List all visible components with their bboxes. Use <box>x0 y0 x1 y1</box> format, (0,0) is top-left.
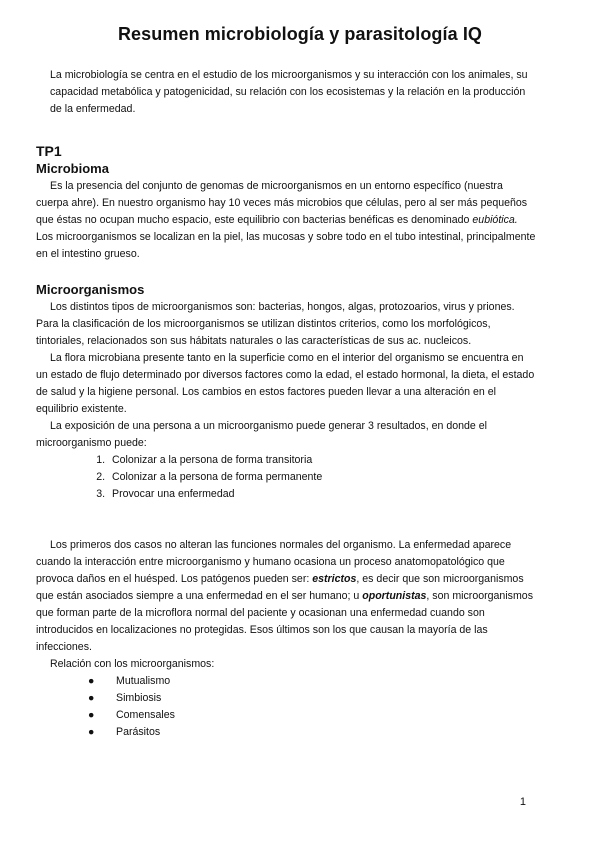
microorganismos-paragraph-1: Los distintos tipos de microorganismos son: bacterias, hongos, algas, protozoarios, virus y priones. Para la clasificación de los microorganismos se utilizan distintos criterios, como los morfológicos, tintoriales, relacionados son sus hábitats naturales o las características de sus ac. nucleicos. <box>36 301 515 347</box>
relation-item <box>88 707 536 724</box>
bullet-icon: ● <box>88 709 95 721</box>
relation-label: Parásitos <box>116 726 161 738</box>
relations-list <box>36 673 536 741</box>
pathogens-term-estrictos: estrictos <box>312 573 357 585</box>
relation-item <box>88 690 536 707</box>
intro-paragraph: La microbiología se centra en el estudio de los microorganismos y su interacción con los animales, su capacidad metabólica y patogenicidad, su relación con los ecosistemas y la relación en la producción de la enfermedad. <box>50 69 528 115</box>
subheading-microorganismos: Microorganismos <box>36 282 145 297</box>
microorganismos-paragraph-2: La flora microbiana presente tanto en la superficie como en el interior del organismo se encuentra en un estado de flujo determinado por diversos factores como la edad, el estado hormonal, la dieta, el estado de salud y la higiene personal. Los cambios en estos factores pueden llevar a una alteración en el equilibrio existente. <box>36 352 535 415</box>
outcome-item: 3. Provocar una enfermedad <box>108 486 536 503</box>
pathogens-text-b: , es decir que son microorganismos que están asociados siempre a una enfermedad en el ser humano; u <box>36 573 524 602</box>
pathogens-paragraph <box>36 537 536 656</box>
pathogens-term-oportunistas: oportunistas <box>362 590 427 602</box>
bullet-icon: ● <box>88 726 95 738</box>
pathogens-text-c: , son microorganismos que forman parte de la microflora normal del paciente y ocasionan una enfermedad cuando son introducidos en localizaciones no protegidas. Esos últimos son los que causan la mayoría de las infecciones. <box>36 590 533 653</box>
section-heading-tp1: TP1 <box>36 143 62 159</box>
relation-label: Comensales <box>116 709 175 721</box>
outcome-item: 2. Colonizar a la persona de forma permanente <box>108 469 536 486</box>
microbioma-term-eubiotica: eubiótica. <box>472 214 518 226</box>
subheading-microbioma: Microbioma <box>36 161 109 176</box>
page-number: 1 <box>519 796 526 808</box>
spacer <box>36 503 536 537</box>
relation-label: Simbiosis <box>116 692 162 704</box>
microbioma-paragraph <box>36 178 536 263</box>
relation-item <box>88 673 536 690</box>
document-title: Resumen microbiología y parasitología IQ <box>117 24 483 44</box>
microorganismos-paragraph-3: La exposición de una persona a un microorganismo puede generar 3 resultados, en donde el microorganismo puede: <box>36 420 487 449</box>
relation-label: Mutualismo <box>116 675 171 687</box>
bullet-icon: ● <box>88 692 95 704</box>
microbioma-text-b: Los microorganismos se localizan en la piel, las mucosas y sobre todo en el tubo intestinal, principalmente en el intestino grueso. <box>36 231 536 260</box>
relation-item <box>88 724 536 741</box>
bullet-icon: ● <box>88 675 95 687</box>
relations-intro: Relación con los microorganismos: <box>50 658 215 670</box>
outcome-item: 1. Colonizar a la persona de forma transitoria <box>108 452 536 469</box>
pathogens-text-a: Los primeros dos casos no alteran las funciones normales del organismo. La enfermedad aparece cuando la interacción entre microorganismo y humano ocasiona un proceso anatomopatológico que provoca daños en el huésped. Los patógenos pueden ser: <box>36 539 512 585</box>
outcomes-list <box>36 452 536 503</box>
microbioma-text-a: Es la presencia del conjunto de genomas de microorganismos en un entorno específico (nuestra cuerpa ahre). En nuestro organismo hay 10 veces más microbios que células, pero al ser más pequeños que éstas no ocupan mucho espacio, este equilibrio con bacterias benéficas es denominado <box>36 180 528 226</box>
